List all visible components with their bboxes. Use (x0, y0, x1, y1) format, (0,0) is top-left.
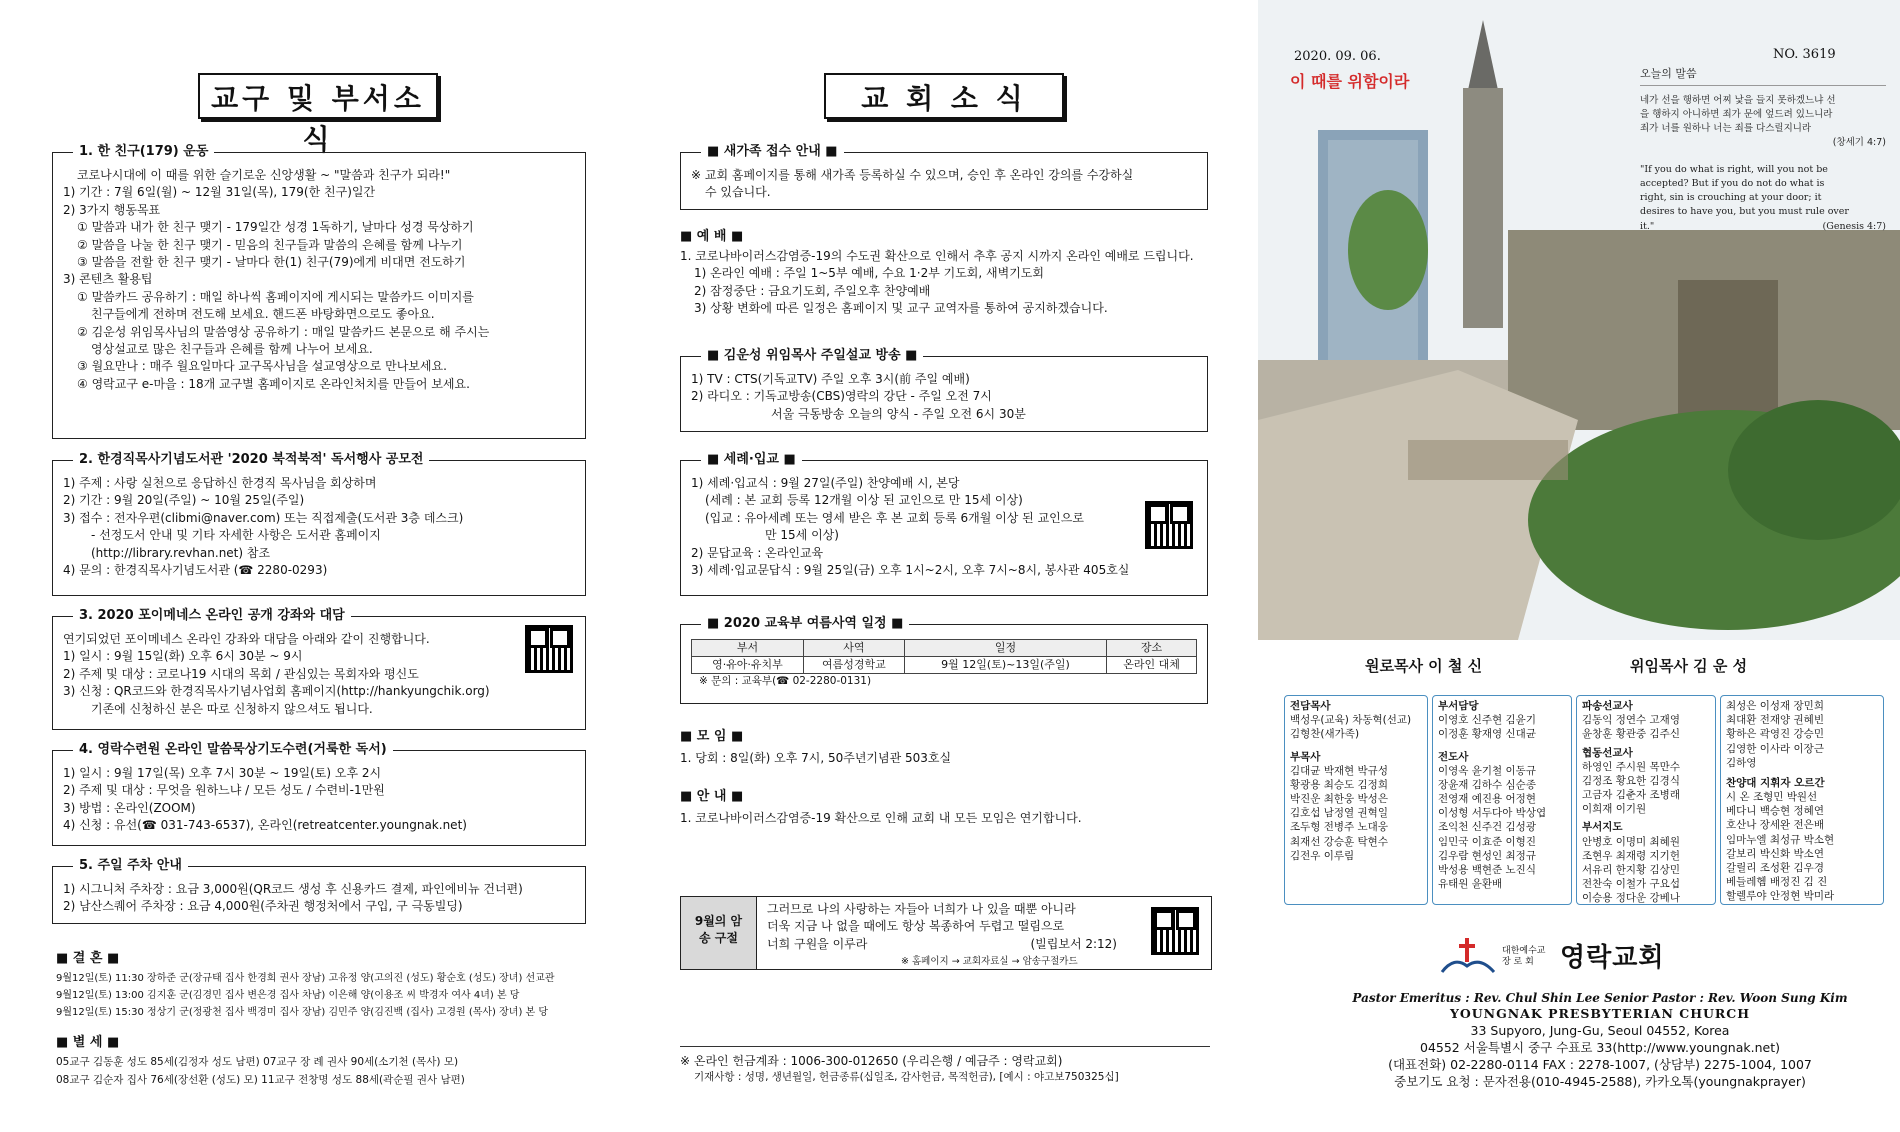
text-line: ② 김운성 위임목사님의 말씀영상 공유하기 : 매일 말씀카드 본문으로 해 주시는 (77, 324, 490, 339)
worship-content (680, 248, 1220, 318)
staff-line (1438, 742, 1566, 750)
staff-box-pastors (1284, 695, 1428, 905)
text-line: 수 있습니다. (705, 185, 771, 200)
section-heading: 2. 한경직목사기념도서관 '2020 북적북적' 독서행사 공모전 (73, 451, 429, 470)
text-line: ③ 말씀을 전할 한 친구 맺기 - 날마다 한(1) 친구(79)에게 비대면 전도하기 (77, 254, 466, 269)
staff-line: 서유리 한지황 김상민 (1582, 863, 1680, 876)
table-header: 사역 (803, 640, 904, 657)
text-line: "If you do what is right, will you not be (1640, 163, 1828, 175)
staff-line: 김동익 정연수 고재영 (1582, 714, 1680, 727)
text-line: ① 말씀과 내가 한 친구 맺기 - 179일간 성경 1독하기, 날마다 성경 묵상하기 (77, 220, 474, 235)
text-line: 9월12일(토) 13:00 김지훈 군(김경민 집사 변은경 집사 차남) 이은해 양(이용조 씨 박경자 여사 4녀) 본 당 (56, 990, 520, 1001)
table-cell: 온라인 대체 (1107, 656, 1197, 673)
text-line: 3) 세례·입교문답식 : 9월 25일(금) 오후 1시~2시, 오후 7시~8시, 봉사관 405호실 (691, 562, 1130, 577)
section-friend-campaign (52, 144, 586, 439)
text-line: 4) 신청 : 유선(☎ 031-743-6537), 온라인(retreatcenter.youngnak.net) (63, 818, 467, 833)
table-header: 부서 (692, 640, 804, 657)
staff-line: 부서지도 (1582, 821, 1623, 834)
text-line: 1) 시그니처 주차장 : 요금 3,000원(QR코드 생성 후 신용카드 결제, 파인에비뉴 건너편) (63, 882, 523, 896)
staff-line: 고금자 김춘자 조병래 (1582, 789, 1680, 802)
text-line: 1) 세례·입교식 : 9월 27일(주일) 찬양예배 시, 본당 (691, 476, 960, 490)
qr-code[interactable] (525, 625, 573, 673)
text-line: 기재사항 : 성명, 생년월일, 헌금종류(십일조, 감사헌금, 목적헌금), [예시 : 야고보750325십] (694, 1071, 1119, 1084)
staff-line: 장윤재 김하수 심순종 (1438, 778, 1536, 791)
staff-line: 찬양대 지휘자 오르간 (1726, 776, 1825, 789)
text-line: ※ 온라인 헌금계좌 : 1006-300-012650 (우리은행 / 예금주 : 영락교회) (680, 1054, 1063, 1068)
verse-last-line: 너희 구원을 이루라 (767, 936, 868, 951)
footer-line: 33 Supyoro, Jung-Gu, Seoul 04552, Korea (1470, 1023, 1730, 1039)
section-heading: ■ 세례·입교 ■ (701, 451, 802, 470)
text-line: (http://library.revhan.net) 참조 (91, 545, 271, 560)
section-library-contest (52, 452, 586, 596)
staff-line: 이성형 서두다아 박상엽 (1438, 807, 1547, 820)
text-line: 2) 주제 및 대상 : 무엇을 원하느냐 / 모든 성도 / 수련비-1만원 (63, 783, 385, 798)
table-cell: 9월 12일(토)~13일(주일) (904, 656, 1106, 673)
issue-number: NO. 3619 (1773, 47, 1836, 62)
staff-line: 박진운 최한웅 박성은 (1290, 793, 1388, 806)
text-line: 3) 방법 : 온라인(ZOOM) (63, 800, 196, 815)
text-line: 1) 일시 : 9월 17일(목) 오후 7시 30분 ~ 19일(토) 오후 2시 (63, 766, 382, 780)
text-line: 08교구 김순자 집사 76세(장선환 (성도) 모) 11교구 전창명 성도 88세(곽순필 권사 남편) (56, 1073, 465, 1086)
staff-line: 호산나 장세완 전은배 (1726, 819, 1824, 832)
text-line: 죄가 너를 원하나 너는 죄를 다스릴지니라 (1640, 123, 1812, 134)
footer-line: 중보기도 요청 : 문자전용(010-4945-2588), 카카오톡(youngnakprayer) (1394, 1073, 1806, 1089)
logo-small-text: 대한예수교 장 로 회 (1502, 946, 1546, 967)
staff-box-ministers (1432, 695, 1572, 905)
staff-line: 이정훈 황재영 신대균 (1438, 728, 1536, 741)
sermon-theme: 이 때를 위함이라 (1290, 72, 1410, 91)
middle-page-title: 교 회 소 식 (824, 73, 1064, 119)
staff-line: 김형찬(새가족) (1290, 728, 1360, 741)
section-heading: 4. 영락수련원 온라인 말씀묵상기도수련(거룩한 독서) (73, 741, 393, 760)
text-line (1640, 220, 1886, 234)
word-en-end: it." (1640, 220, 1655, 232)
education-table (691, 639, 1197, 674)
section-poimenes-lecture (52, 608, 586, 730)
staff-line: 임마누엘 최성규 박소현 (1726, 833, 1835, 846)
staff-line: 부목사 (1290, 750, 1321, 763)
staff-line (1290, 742, 1422, 750)
staff-line: 조두형 전병주 노대웅 (1290, 821, 1388, 834)
text-line (767, 936, 1127, 953)
section-heading: ■ 2020 교육부 여름사역 일정 ■ (701, 615, 909, 634)
staff-line: 김대균 박재현 박규성 (1290, 764, 1388, 777)
staff-line: 하영인 주시원 목만수 (1582, 760, 1680, 773)
staff-line: 전영재 예진용 어정현 (1438, 793, 1536, 806)
cover-footer (1300, 990, 1900, 1091)
staff-line: 김정조 황요한 김경식 (1582, 774, 1680, 787)
staff-line: 베들레헴 배정진 김 진 (1726, 876, 1828, 889)
qr-code[interactable] (1151, 907, 1199, 955)
text-line: 2) 문답교육 : 온라인교육 (691, 545, 824, 560)
text-line: 기존에 신청하신 분은 따로 신청하지 않으셔도 됩니다. (91, 701, 373, 716)
staff-line: 최재선 강승훈 탁현수 (1290, 835, 1388, 848)
text-line: 서울 극동방송 오늘의 양식 - 주일 오전 6시 30분 (771, 406, 1026, 421)
text-line: 2) 기간 : 9월 20일(주일) ~ 10월 25일(주일) (63, 493, 305, 508)
section-heading: 5. 주일 주차 안내 (73, 857, 188, 876)
worship-heading: ■ 예 배 ■ (680, 229, 744, 244)
text-line: ① 말씀카드 공유하기 : 매일 하나씩 홈페이지에 게시되는 말씀카드 이미지를 (77, 289, 474, 304)
todays-word (1640, 66, 1886, 234)
text-line: 1) 주제 : 사랑 실천으로 응답하신 한경직 목사님을 회상하며 (63, 476, 377, 490)
wedding-list (56, 970, 586, 1021)
staff-line: 김우람 현성인 최정규 (1438, 849, 1536, 862)
meeting-text: 1. 당회 : 8일(화) 오후 7시, 50주년기념관 503호실 (680, 751, 952, 765)
staff-line: 조현우 최재령 지기헌 (1582, 849, 1680, 862)
staff-line: 황하은 곽영진 강승민 (1726, 728, 1824, 741)
qr-code[interactable] (1145, 501, 1193, 549)
text-line: 그러므로 나의 사랑하는 자들아 너희가 나 있을 때뿐 아니라 (767, 902, 1076, 916)
text-line: accepted? But if you do not do what is (1640, 177, 1825, 189)
text-line: ※ 교회 홈페이지를 통해 새가족 등록하실 수 있으며, 승인 후 온라인 강의를 수강하실 (691, 168, 1134, 182)
text-line: 4) 문의 : 한경직목사기념도서관 (☎ 2280-0293) (63, 562, 328, 577)
text-line: ② 말씀을 나눌 한 친구 맺기 - 믿음의 친구들과 말씀의 은혜를 함께 나누기 (77, 237, 463, 252)
staff-line: 갈보리 박신화 박소연 (1726, 847, 1824, 860)
staff-line: 할렐루야 안정현 박미라 (1726, 890, 1835, 903)
text-line: 1) 일시 : 9월 15일(화) 오후 6시 30분 ~ 9시 (63, 649, 303, 664)
word-en-reference: (Genesis 4:7) (1822, 220, 1886, 232)
text-line: - 선정도서 안내 및 기타 자세한 사항은 도서관 홈페이지 (91, 528, 381, 543)
section-broadcast (680, 348, 1208, 432)
education-note: ※ 문의 : 교육부(☎ 02-2280-0131) (699, 674, 872, 687)
staff-line: 시 온 조형민 박원선 (1726, 791, 1818, 804)
death-list (56, 1054, 586, 1090)
staff-line: 베다니 백승현 정혜연 (1726, 805, 1824, 818)
senior-pastor: 위임목사 김 운 성 (1630, 657, 1748, 675)
text-line: 1) 온라인 예배 : 주일 1~5부 예배, 수요 1·2부 기도회, 새벽기도회 (694, 266, 1044, 281)
footer-line: (대표전화) 02-2280-0114 FAX : 2278-1007, (상담부) 2275-1004, 1007 (1388, 1056, 1812, 1072)
text-line: 2) 남산스퀘어 주차장 : 요금 4,000원(주차권 행정처에서 구입, 구 극동빌딩) (63, 899, 463, 914)
offering-info (680, 1046, 1210, 1086)
staff-line: 이영호 신주현 김윤기 (1438, 714, 1536, 727)
staff-line: 백성우(교육) 차동혁(선교) (1290, 714, 1412, 727)
staff-line: 황광용 최승도 김정희 (1290, 778, 1388, 791)
text-line: 더욱 지금 나 없을 때에도 항상 복종하여 두렵고 떨림으로 (767, 919, 1065, 934)
staff-line: 갈릴리 조성환 김우경 (1726, 861, 1824, 874)
text-line: ④ 영락교구 e-마을 : 18개 교구별 홈페이지로 온라인처치를 만들어 보세요. (77, 376, 470, 391)
staff-line: 부서담당 (1438, 700, 1479, 712)
staff-line: 최대환 전재양 권혜빈 (1726, 714, 1824, 727)
staff-line: 최성은 이성재 장민희 (1726, 700, 1824, 712)
footer-line: YOUNGNAK PRESBYTERIAN CHURCH (1449, 1006, 1751, 1022)
notice-heading: ■ 안 내 ■ (680, 789, 744, 804)
table-header: 일정 (904, 640, 1106, 657)
text-line: 2) 3가지 행동목표 (63, 202, 161, 217)
text-line: 3) 접수 : 전자우편(clibmi@naver.com) 또는 직접제출(도서관 3층 데스크) (63, 510, 464, 525)
logo-church-name: 영락교회 (1560, 943, 1665, 973)
notice-text: 1. 코로나바이러스감염증-19 확산으로 인해 교회 내 모든 모임은 연기합니다. (680, 811, 1082, 825)
section-heading: 1. 한 친구(179) 운동 (73, 143, 214, 162)
staff-line: 전담목사 (1290, 700, 1331, 712)
memory-verse-box (680, 896, 1212, 970)
text-line: right, sin is crouching at your door; it (1640, 192, 1822, 203)
text-line: 1) TV : CTS(기독교TV) 주일 오후 3시(前 주일 예배) (691, 372, 970, 386)
footer-line: 04552 서울특별시 중구 수표로 33(http://www.youngnak.net) (1420, 1039, 1780, 1055)
verse-reference: (빌립보서 2:12) (1030, 936, 1117, 951)
death-heading: ■ 별 세 ■ (56, 1035, 120, 1050)
section-parking (52, 858, 586, 924)
text-line: (입교 : 유아세례 또는 영세 받은 후 본 교회 등록 6개월 이상 된 교인으로 (705, 510, 1084, 525)
staff-box-missionaries (1576, 695, 1716, 905)
staff-line: 전도사 (1438, 750, 1469, 763)
staff-line: 조익천 신주건 김성광 (1438, 821, 1536, 834)
text-line: 05교구 김동훈 성도 85세(김정자 성도 남편) 07교구 장 례 권사 90세(소기천 (목사) 모) (56, 1056, 459, 1068)
word-title: 오늘의 말씀 (1640, 66, 1886, 86)
staff-line: 안병호 이명미 최혜원 (1582, 835, 1680, 848)
staff-line: 임민국 이효준 이형진 (1438, 835, 1536, 848)
text-line: 친구들에게 전하며 전도해 보세요. 핸드폰 바탕화면으로도 좋아요. (91, 307, 435, 322)
staff-line: 김전우 이루림 (1290, 849, 1355, 862)
text-line: (창세기 4:7) (1832, 137, 1886, 149)
footer-line: Pastor Emeritus : Rev. Chul Shin Lee Senior Pastor : Rev. Woon Sung Kim (1352, 991, 1848, 1005)
text-line: 3) 콘텐츠 활용팁 (63, 272, 153, 287)
text-line: desires to have you, but you must rule over (1640, 206, 1849, 218)
left-page-title: 교구 및 부서소식 (198, 73, 438, 119)
staff-line: 전찬숙 이철가 구요섭 (1582, 878, 1680, 891)
text-line: ③ 월요만나 : 매주 월요일마다 교구목사님을 설교영상으로 만나보세요. (77, 359, 447, 374)
staff-box-choir (1720, 695, 1884, 905)
staff-line: 김호섭 남정열 권혁일 (1290, 807, 1388, 820)
text-line: 3) 상황 변화에 따른 일정은 홈페이지 및 교구 교역자를 통하여 공지하겠습니다. (694, 301, 1108, 316)
text-line: 1) 기간 : 7월 6일(월) ~ 12월 31일(목), 179(한 친구)일간 (63, 185, 376, 200)
staff-line: 박성용 백현준 노진식 (1438, 863, 1536, 876)
pastor-emeritus: 원로목사 이 철 신 (1365, 657, 1483, 675)
section-heading: ■ 김운성 위임목사 주일설교 방송 ■ (701, 347, 923, 366)
section-heading: ■ 새가족 접수 안내 ■ (701, 143, 844, 162)
text-line: 3) 신청 : QR코드와 한경직목사기념사업회 홈페이지(http://hankyungchik.org) (63, 684, 490, 699)
table-cell: 여름성경학교 (803, 656, 904, 673)
staff-line: 김하영 (1726, 756, 1757, 769)
text-line: 코로나시대에 이 때를 위한 슬기로운 신앙생활 ~ "말씀과 친구가 되라!" (77, 168, 451, 182)
section-heading: 3. 2020 포이메네스 온라인 공개 강좌와 대담 (73, 607, 351, 626)
text-line: 만 15세 이상) (765, 528, 839, 543)
staff-line: 협동선교사 (1582, 746, 1633, 759)
staff-line: 이영옥 윤기철 이동규 (1438, 764, 1536, 777)
section-newcomer (680, 144, 1208, 210)
text-line: 2) 잠정중단 : 금요기도회, 주일오후 찬양예배 (694, 283, 931, 298)
text-line: (세례 : 본 교회 등록 12개월 이상 된 교인으로 만 15세 이상) (705, 493, 1023, 508)
meeting-heading: ■ 모 임 ■ (680, 729, 744, 744)
text-line: 을 행하지 아니하면 죄가 문에 엎드려 있느니라 (1640, 108, 1833, 120)
church-logo (1440, 936, 1700, 980)
staff-line: 유태원 윤환배 (1438, 878, 1503, 891)
section-baptism (680, 452, 1208, 596)
staff-line: 김영한 이사라 이장근 (1726, 742, 1824, 755)
text-line: 네가 선을 행하면 어찌 낯을 들지 못하겠느냐 선 (1640, 94, 1836, 106)
table-cell: 영·유아·유치부 (692, 656, 804, 673)
issue-date: 2020. 09. 06. (1294, 49, 1381, 64)
text-line: 연기되었던 포이메네스 온라인 강좌와 대담을 아래와 같이 진행합니다. (63, 632, 430, 646)
church-logo-icon (1440, 936, 1496, 976)
staff-line: 이희재 이기원 (1582, 803, 1647, 816)
text-line: 영상설교로 많은 친구들과 은혜를 함께 나누어 보세요. (91, 341, 373, 356)
text-line: 9월12일(토) 11:30 장하준 군(장규태 집사 한경희 권사 장남) 고유정 양(고의진 (성도) 황순호 (성도) 장녀) 선교관 (56, 973, 555, 984)
memory-verse-label: 9월의 암송 구절 (681, 897, 757, 969)
wedding-heading: ■ 결 혼 ■ (56, 951, 120, 966)
text-line: 2) 라디오 : 기독교방송(CBS)영락의 강단 - 주일 오전 7시 (691, 389, 992, 404)
verse-note: ※ 홈페이지 → 교회자료실 → 암송구절카드 (901, 956, 1078, 968)
table-header: 장소 (1107, 640, 1197, 657)
section-retreat (52, 742, 586, 846)
text-line: 2) 주제 및 대상 : 코로나19 시대의 목회 / 관심있는 목회자와 평신도 (63, 666, 419, 681)
staff-line: 이승용 정다운 강베나 (1582, 892, 1680, 905)
staff-line: 파송선교사 (1582, 700, 1633, 712)
section-education (680, 616, 1208, 704)
text-line: 1. 코로나바이러스감염증-19의 수도권 확산으로 인해서 추후 공지 시까지 온라인 예배로 드립니다. (680, 249, 1194, 263)
text-line: 9월12일(토) 15:30 정상기 군(정광천 집사 백경미 집사 장남) 김민주 양(김진백 (집사) 고경원 (목사) 장녀) 본 당 (56, 1007, 549, 1018)
staff-line: 윤창훈 황관중 김주신 (1582, 728, 1680, 741)
